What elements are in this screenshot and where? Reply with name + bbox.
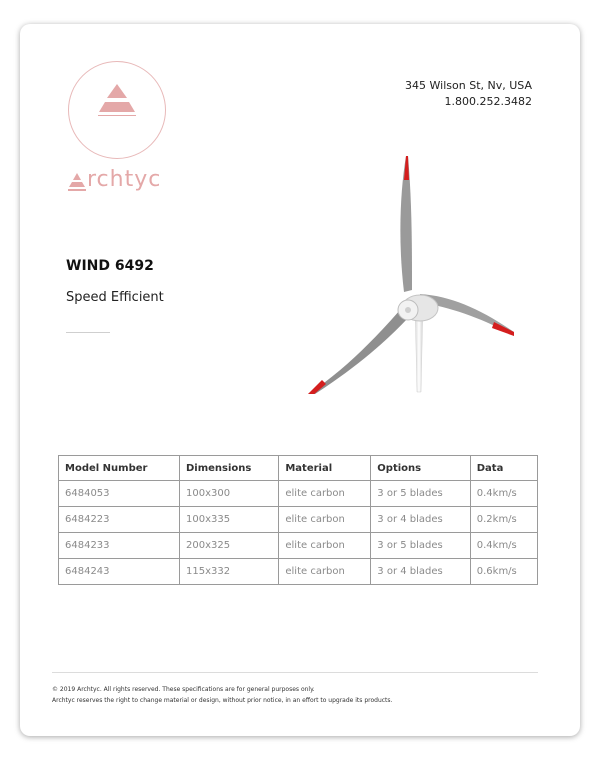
header-options: Options	[371, 456, 470, 481]
phone-text: 1.800.252.3482	[444, 95, 532, 108]
cell-options: 3 or 4 blades	[371, 507, 470, 533]
footer-disclaimer	[52, 684, 392, 706]
wind-turbine-illustration	[282, 152, 518, 394]
brand-a-icon	[68, 172, 86, 192]
logo-circle	[68, 61, 166, 159]
title-divider	[66, 332, 110, 333]
cell-model-number: 6484223	[59, 507, 180, 533]
spec-sheet-page	[20, 24, 580, 736]
contact-block	[405, 78, 532, 110]
specifications-table	[58, 455, 538, 585]
cell-model-number: 6484243	[59, 559, 180, 585]
cell-material: elite carbon	[279, 533, 371, 559]
brand-wordmark	[68, 167, 168, 192]
table-row	[59, 507, 538, 533]
product-subtitle: Speed Efficient	[66, 290, 164, 305]
product-title: WIND 6492	[66, 258, 154, 274]
footer-notice: Archtyc reserves the right to change material or design, without prior notice, in an effort to upgrade its products.	[52, 697, 393, 704]
cell-data: 0.6km/s	[470, 559, 537, 585]
cell-material: elite carbon	[279, 559, 371, 585]
address-text: 345 Wilson St, Nv, USA	[405, 79, 532, 92]
cell-dimensions: 200x325	[180, 533, 279, 559]
cell-options: 3 or 5 blades	[371, 481, 470, 507]
cell-data: 0.4km/s	[470, 533, 537, 559]
table-row	[59, 559, 538, 585]
header-data: Data	[470, 456, 537, 481]
cell-model-number: 6484053	[59, 481, 180, 507]
cell-dimensions: 100x300	[180, 481, 279, 507]
header-material: Material	[279, 456, 371, 481]
brand-name: rchtyc	[87, 167, 162, 192]
table-row	[59, 533, 538, 559]
header-dimensions: Dimensions	[180, 456, 279, 481]
footer-copyright: © 2019 Archtyc. All rights reserved. These specifications are for general purposes only.	[52, 686, 315, 693]
cell-dimensions: 100x335	[180, 507, 279, 533]
footer-divider	[52, 672, 538, 673]
cell-options: 3 or 4 blades	[371, 559, 470, 585]
cell-material: elite carbon	[279, 481, 371, 507]
cell-options: 3 or 5 blades	[371, 533, 470, 559]
cell-data: 0.2km/s	[470, 507, 537, 533]
triangle-logo-icon	[97, 82, 137, 126]
table-row	[59, 481, 538, 507]
header-model-number: Model Number	[59, 456, 180, 481]
table-header-row	[59, 456, 538, 481]
cell-dimensions: 115x332	[180, 559, 279, 585]
cell-data: 0.4km/s	[470, 481, 537, 507]
cell-model-number: 6484233	[59, 533, 180, 559]
cell-material: elite carbon	[279, 507, 371, 533]
